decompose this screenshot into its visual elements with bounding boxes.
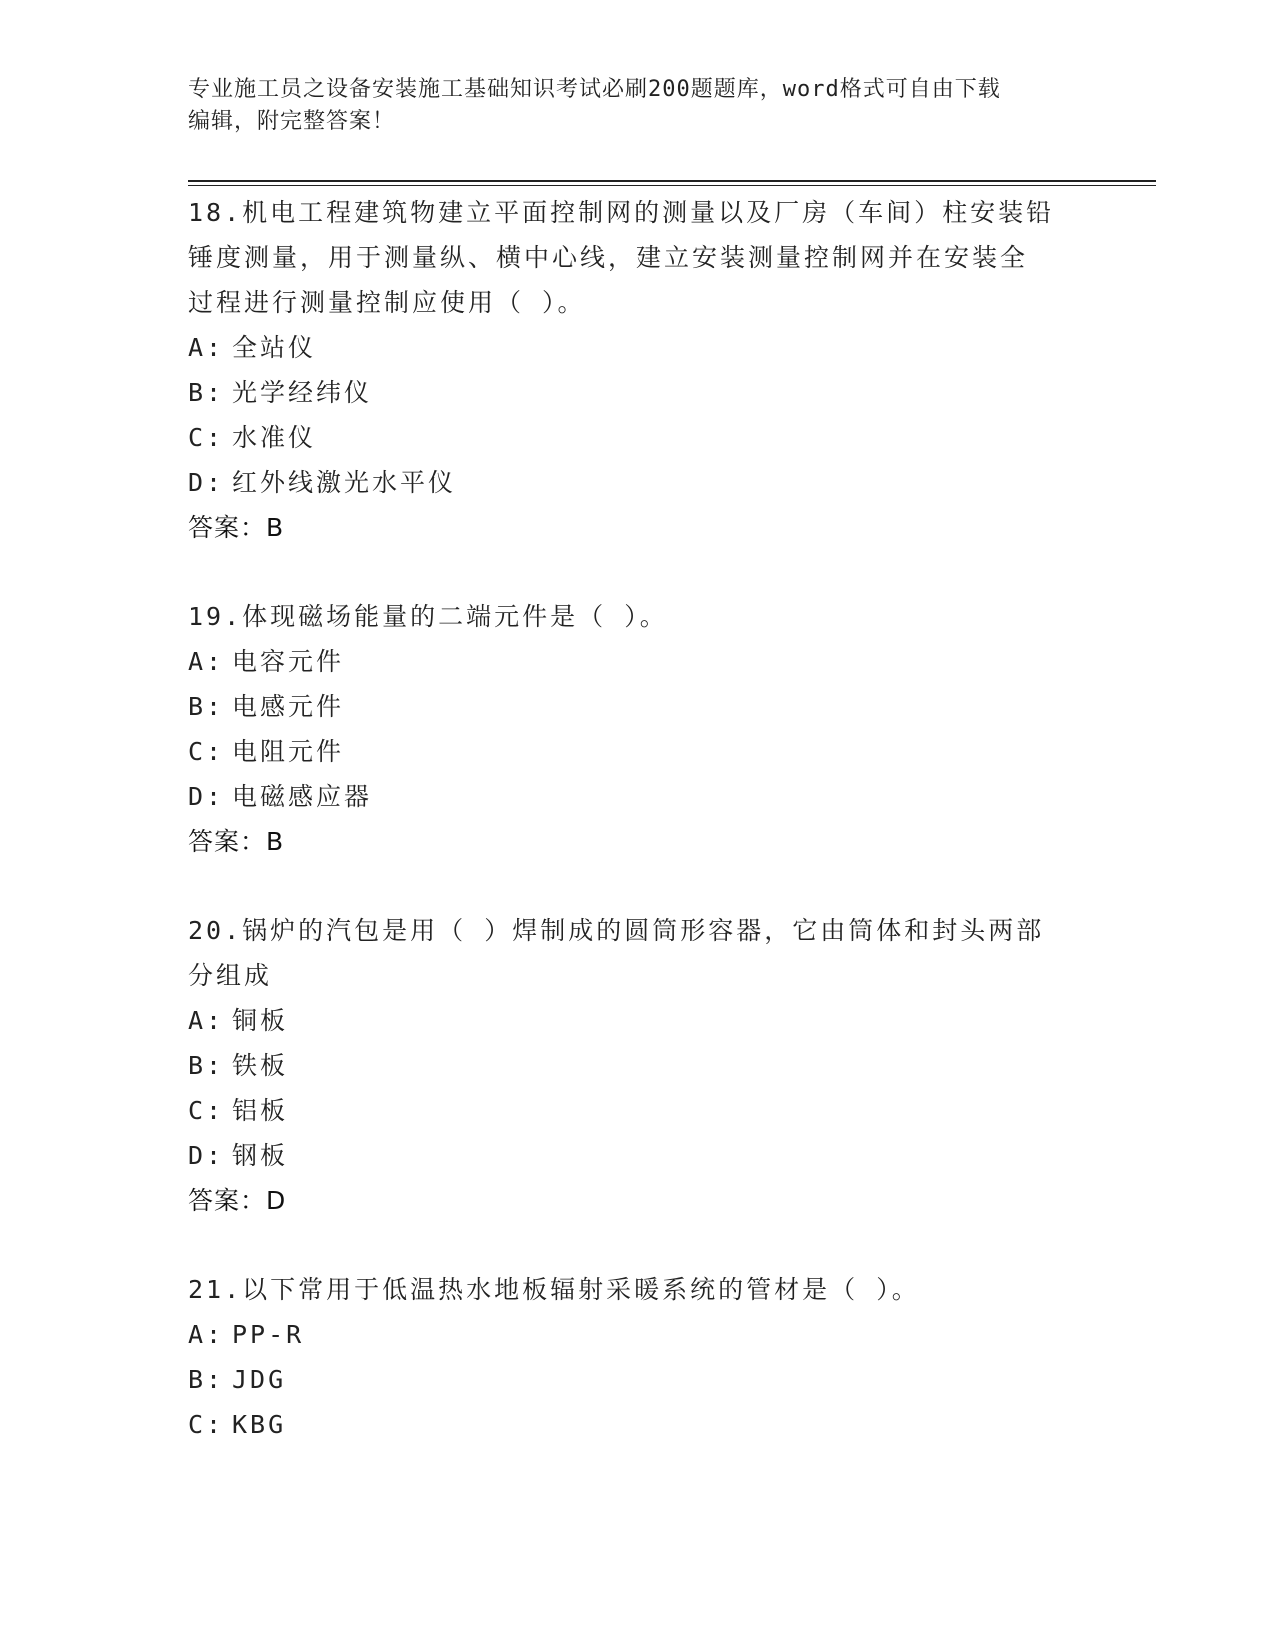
question-19 (188, 594, 1088, 864)
answer-line: 答案：B (188, 513, 285, 542)
option-text: JDG (232, 1365, 287, 1394)
option-text: 电阻元件 (232, 737, 345, 766)
option-key: B: (188, 692, 225, 721)
option-text: PP-R (232, 1320, 305, 1349)
question-stem: 18.机电工程建筑物建立平面控制网的测量以及厂房（车间）柱安装铅 (188, 198, 1055, 227)
question-21 (188, 1267, 1088, 1447)
option-key: A: (188, 647, 225, 676)
option-d (188, 1133, 1088, 1178)
option-key: C: (188, 1096, 225, 1125)
option-key: D: (188, 468, 225, 497)
option-b (188, 1357, 1088, 1402)
option-text: 电磁感应器 (232, 782, 373, 811)
option-key: D: (188, 1141, 225, 1170)
header-line-1: 专业施工员之设备安装施工基础知识考试必刷200题题库，word格式可自由下载 (188, 77, 1001, 102)
header-divider-thick (188, 180, 1156, 182)
option-c (188, 729, 1088, 774)
option-text: 光学经纬仪 (232, 378, 373, 407)
question-stem: 锤度测量，用于测量纵、横中心线，建立安装测量控制网并在安装全 (188, 243, 1029, 272)
option-d (188, 774, 1088, 819)
option-a (188, 325, 1088, 370)
option-b (188, 370, 1088, 415)
option-text: 铝板 (232, 1096, 289, 1125)
question-list (188, 190, 1088, 1491)
option-key: A: (188, 1320, 225, 1349)
option-key: A: (188, 333, 225, 362)
option-key: B: (188, 1051, 225, 1080)
option-key: B: (188, 378, 225, 407)
option-key: C: (188, 737, 225, 766)
question-stem: 过程进行测量控制应使用（ ）。 (188, 288, 586, 317)
option-text: 铜板 (232, 1006, 289, 1035)
option-b (188, 1043, 1088, 1088)
option-text: 钢板 (232, 1141, 289, 1170)
option-a (188, 998, 1088, 1043)
question-20 (188, 908, 1088, 1223)
question-stem: 21.以下常用于低温热水地板辐射采暖系统的管材是（ ）。 (188, 1275, 920, 1304)
option-c (188, 415, 1088, 460)
option-key: A: (188, 1006, 225, 1035)
option-c (188, 1088, 1088, 1133)
header-divider-thin (188, 185, 1156, 186)
option-text: 电感元件 (232, 692, 345, 721)
option-a (188, 1312, 1088, 1357)
option-a (188, 639, 1088, 684)
option-text: 红外线激光水平仪 (232, 468, 457, 497)
option-b (188, 684, 1088, 729)
option-text: 水准仪 (232, 423, 317, 452)
answer-line: 答案：D (188, 1186, 287, 1215)
question-stem: 19.体现磁场能量的二端元件是（ ）。 (188, 602, 668, 631)
option-c (188, 1402, 1088, 1447)
question-18 (188, 190, 1088, 550)
option-key: D: (188, 782, 225, 811)
option-d (188, 460, 1088, 505)
option-text: 全站仪 (232, 333, 317, 362)
option-text: 铁板 (232, 1051, 289, 1080)
question-stem: 20.锅炉的汽包是用（ ）焊制成的圆筒形容器，它由筒体和封头两部 (188, 916, 1045, 945)
header-line-2: 编辑，附完整答案！ (188, 109, 396, 134)
option-key: C: (188, 1410, 225, 1439)
answer-line: 答案：B (188, 827, 285, 856)
document-header (188, 74, 1088, 138)
option-key: C: (188, 423, 225, 452)
option-text: 电容元件 (232, 647, 345, 676)
option-text: KBG (232, 1410, 287, 1439)
option-key: B: (188, 1365, 225, 1394)
question-stem: 分组成 (188, 961, 273, 990)
